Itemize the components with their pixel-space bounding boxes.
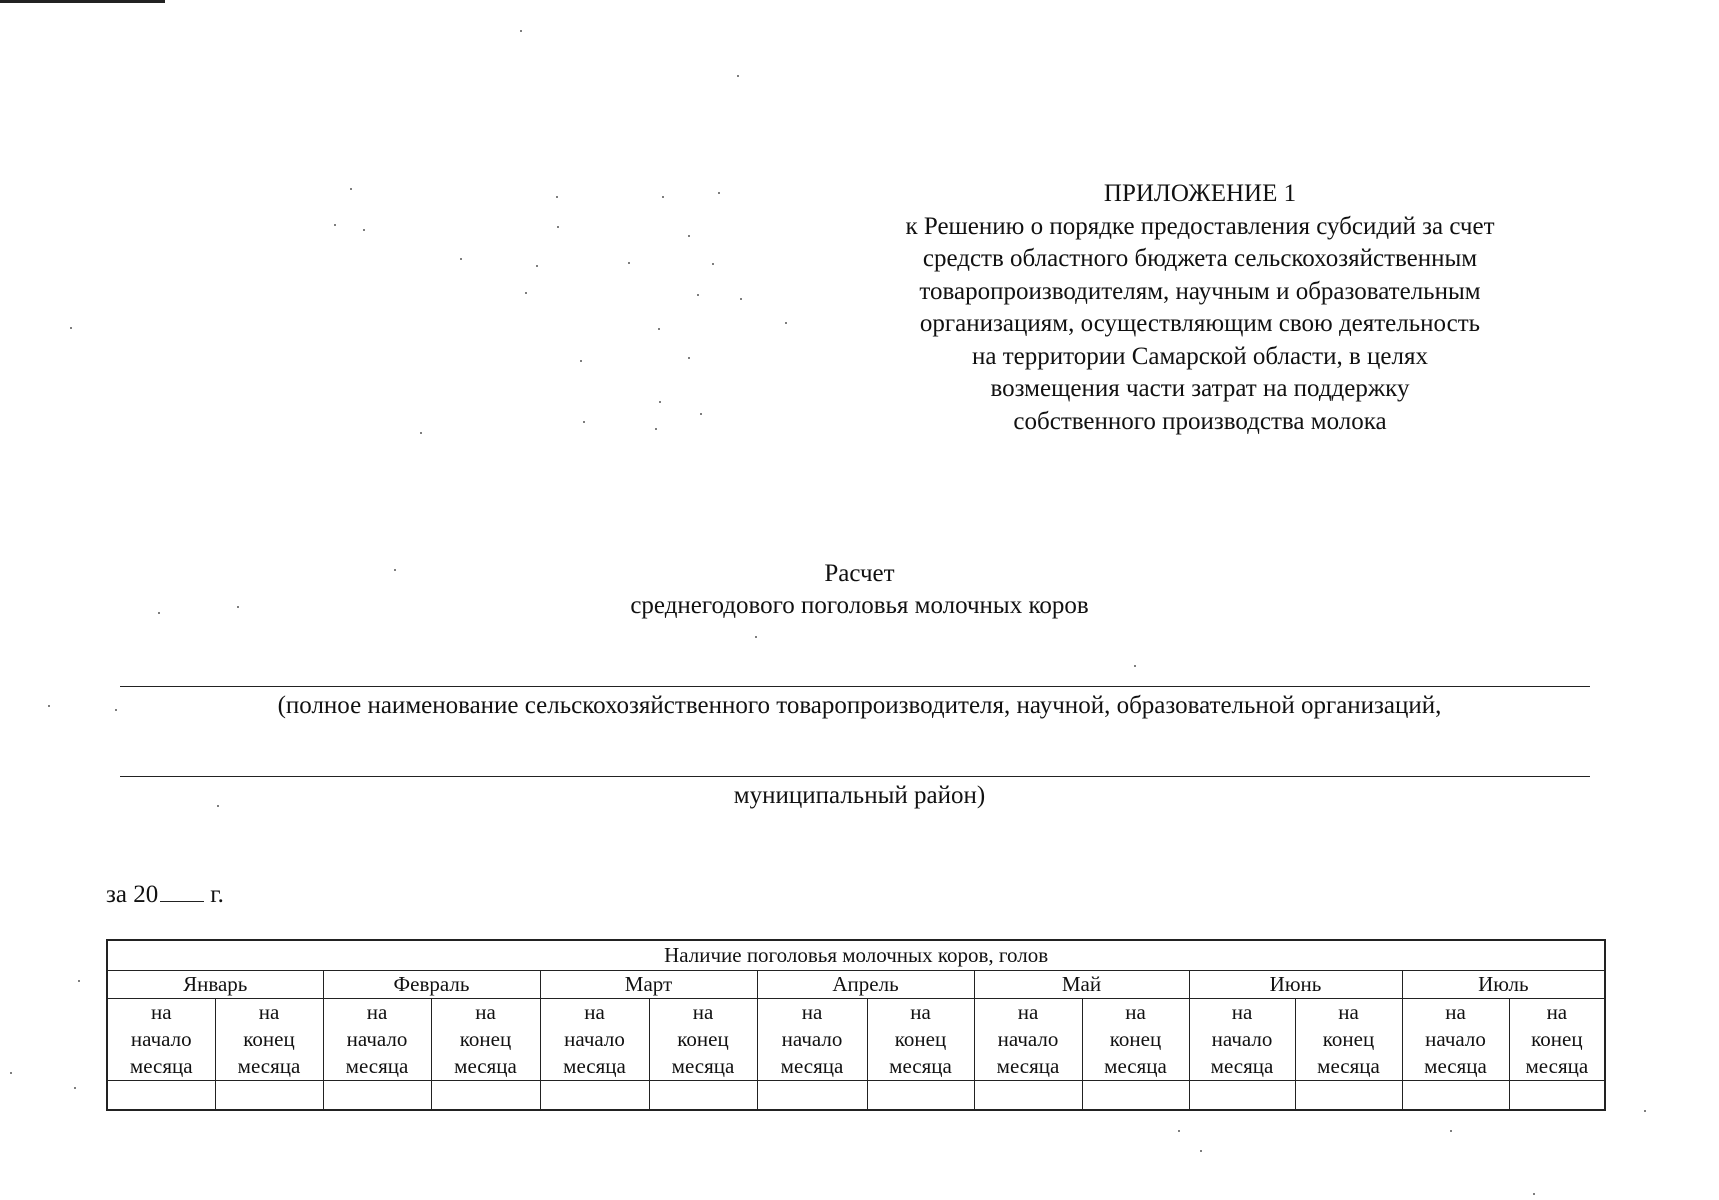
table-cell <box>974 1080 1082 1110</box>
month-header: Июнь <box>1189 970 1402 998</box>
district-caption: муниципальный район) <box>733 782 986 809</box>
organization-name-line <box>120 686 1590 687</box>
scan-speck <box>525 292 527 294</box>
end-of-month-header: на конец месяца <box>867 998 974 1080</box>
scan-speck <box>737 75 739 77</box>
start-of-month-header: на начало месяца <box>107 998 215 1080</box>
scan-speck <box>1178 1130 1180 1132</box>
start-of-month-header: на начало месяца <box>1402 998 1509 1080</box>
scan-speck <box>420 432 422 434</box>
scan-speck <box>460 258 462 260</box>
scan-speck <box>659 401 661 403</box>
table-cell <box>431 1080 540 1110</box>
scan-speck <box>556 196 558 198</box>
scan-speck <box>10 1072 12 1074</box>
appendix-line: средств областного бюджета сельскохозяйственным <box>922 245 1478 272</box>
start-of-month-header: на начало месяца <box>1189 998 1295 1080</box>
table-cell <box>215 1080 323 1110</box>
organization-name-caption: (полное наименование сельскохозяйственного товаропроизводителя, научной, образовательной организаций, <box>277 692 1442 719</box>
title-line-2: среднегодового поголовья молочных коров <box>630 592 1089 619</box>
scan-speck <box>1200 1150 1202 1152</box>
month-header: Январь <box>107 970 323 998</box>
year-prefix: за 20 <box>106 881 159 908</box>
table-header: Наличие поголовья молочных коров, голов <box>107 940 1605 970</box>
scan-speck <box>1644 1110 1646 1112</box>
scan-speck <box>557 226 559 228</box>
appendix-line: организациям, осуществляющим свою деятельность <box>919 310 1481 337</box>
scan-speck <box>363 229 365 231</box>
table-cell <box>540 1080 649 1110</box>
table-cell <box>323 1080 431 1110</box>
start-of-month-header: на начало месяца <box>323 998 431 1080</box>
table-cell <box>1295 1080 1402 1110</box>
scan-speck <box>755 636 757 638</box>
table-cell <box>757 1080 867 1110</box>
scan-speck <box>662 196 664 198</box>
month-header: Апрель <box>757 970 974 998</box>
scan-speck <box>217 805 219 807</box>
scan-speck <box>700 413 702 415</box>
appendix-line: возмещения части затрат на поддержку <box>990 375 1410 402</box>
end-of-month-header: на конец месяца <box>649 998 757 1080</box>
scan-speck <box>583 421 585 423</box>
table-cell <box>1402 1080 1509 1110</box>
end-of-month-header: на конец месяца <box>1082 998 1189 1080</box>
table-cell <box>649 1080 757 1110</box>
scan-speck <box>1134 665 1136 667</box>
scan-speck <box>688 235 690 237</box>
scan-speck <box>334 224 336 226</box>
start-of-month-header: на начало месяца <box>974 998 1082 1080</box>
end-of-month-header: на конец месяца <box>1295 998 1402 1080</box>
scan-speck <box>655 428 657 430</box>
scan-speck <box>580 360 582 362</box>
year-suffix: г. <box>210 881 224 908</box>
document-title <box>0 558 1719 622</box>
scan-speck <box>628 262 630 264</box>
month-header: Июль <box>1402 970 1605 998</box>
appendix-line: к Решению о порядке предоставления субсидий за счет <box>905 212 1495 240</box>
report-year <box>106 879 224 910</box>
appendix-line: на территории Самарской области, в целях <box>972 342 1428 370</box>
start-of-month-header: на начало месяца <box>757 998 867 1080</box>
scan-speck <box>520 30 522 32</box>
scan-speck <box>536 265 538 267</box>
end-of-month-header: на конец месяца <box>215 998 323 1080</box>
scan-speck <box>237 606 239 608</box>
scan-speck <box>70 327 72 329</box>
end-of-month-header: на конец месяца <box>431 998 540 1080</box>
scan-speck <box>158 612 160 614</box>
table-cell <box>1509 1080 1605 1110</box>
scan-speck <box>115 709 117 711</box>
table-cell <box>867 1080 974 1110</box>
appendix-heading: ПРИЛОЖЕНИЕ 1 <box>1103 180 1297 207</box>
scan-speck <box>712 263 714 265</box>
scan-speck <box>1450 1130 1452 1132</box>
month-header: Февраль <box>323 970 540 998</box>
end-of-month-header: на конец месяца <box>1509 998 1605 1080</box>
month-header: Март <box>540 970 757 998</box>
month-header: Май <box>974 970 1189 998</box>
start-of-month-header: на начало месяца <box>540 998 649 1080</box>
livestock-table <box>106 939 1606 1111</box>
table-cell <box>1082 1080 1189 1110</box>
district-line <box>120 776 1590 777</box>
scan-speck <box>48 705 50 707</box>
scan-speck <box>74 1087 76 1089</box>
scan-speck <box>394 569 396 571</box>
scan-speck <box>1533 1193 1535 1195</box>
scan-speck <box>688 357 690 359</box>
table-cell <box>1189 1080 1295 1110</box>
appendix-line: собственного производства молока <box>1013 407 1387 435</box>
year-blank <box>160 879 204 902</box>
scan-edge-mark <box>0 0 165 3</box>
scan-speck <box>785 322 787 324</box>
scan-speck <box>740 298 742 300</box>
appendix-block <box>840 178 1560 438</box>
appendix-line: товаропроизводителям, научным и образовательным <box>919 277 1481 305</box>
scan-speck <box>658 328 660 330</box>
scan-speck <box>718 192 720 194</box>
scan-speck <box>350 188 352 190</box>
table-cell <box>107 1080 215 1110</box>
title-line-1: Расчет <box>824 560 895 587</box>
scan-speck <box>697 294 699 296</box>
scan-speck <box>78 980 80 982</box>
